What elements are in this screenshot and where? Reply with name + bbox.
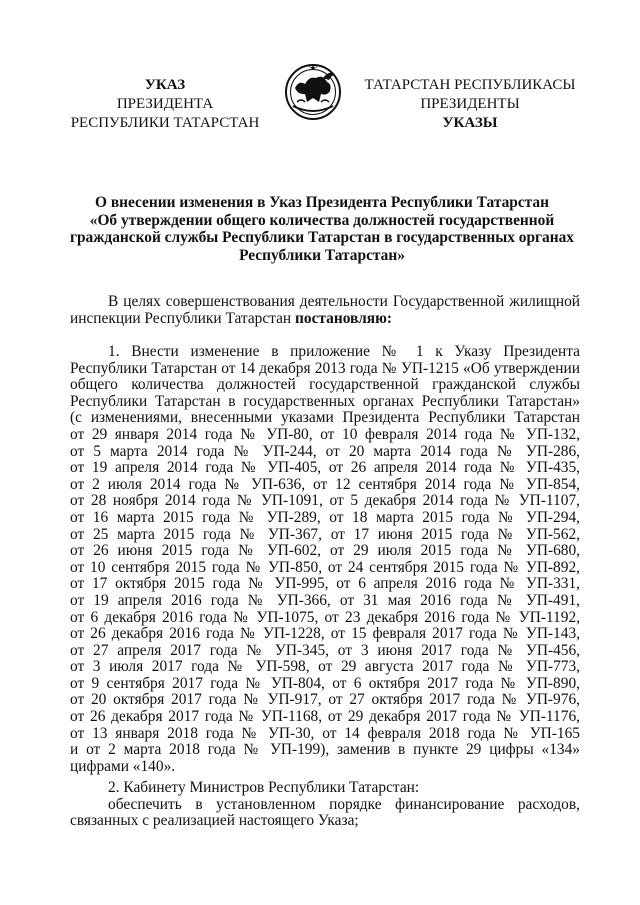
item-1-line-10: от 28 ноября 2014 года № УП-1091, от 5 декабря 2014 года № УП-1107, <box>70 492 580 510</box>
item-1-line-15: от 17 октября 2015 года № УП-995, от 6 апреля 2016 года № УП-331, <box>70 575 580 593</box>
preamble-line-2-text: инспекции Республики Татарстан <box>70 309 296 327</box>
preamble-decree-word: постановляю: <box>295 309 392 327</box>
preamble-line-2 <box>70 311 580 328</box>
item-1-line-13: от 26 июня 2015 года № УП-602, от 29 июля 2015 года № УП-680, <box>70 542 580 560</box>
header-right-line-3: УКАЗЫ <box>442 115 498 131</box>
item-1-line-25: и от 2 марта 2018 года № УП-199), заменив в пункте 29 цифры «134» <box>70 741 580 759</box>
item-1-line-24: от 13 января 2018 года № УП-30, от 14 февраля 2018 года № УП-165 <box>70 724 580 742</box>
item-1-paragraph <box>70 344 580 775</box>
item-1-line-14: от 10 сентября 2015 года № УП-850, от 24 сентября 2015 года № УП-892, <box>70 558 580 576</box>
item-1-line-22: от 20 октября 2017 года № УП-917, от 27 октября 2017 года № УП-976, <box>70 691 580 709</box>
item-1-line-16: от 19 апреля 2016 года № УП-366, от 31 мая 2016 года № УП-491, <box>70 591 580 609</box>
item-1-line-9: от 2 июля 2014 года № УП-636, от 12 сентября 2014 года № УП-854, <box>70 475 580 493</box>
item-1-line-21: от 9 сентября 2017 года № УП-804, от 6 октября 2017 года № УП-890, <box>70 674 580 692</box>
header-left-russian <box>60 76 270 133</box>
title-line-2: «Об утверждении общего количества должностей государственной <box>89 211 555 229</box>
item-1-line-3: общего количества должностей государственной гражданской службы <box>70 376 580 394</box>
preamble-paragraph <box>70 294 580 327</box>
item-1-line-11: от 16 марта 2015 года № УП-289, от 18 марта 2015 года № УП-294, <box>70 508 580 526</box>
title-line-3: гражданской службы Республики Татарстан в государственных органах <box>70 229 574 246</box>
item-1-line-23: от 26 декабря 2017 года № УП-1168, от 29 декабря 2017 года № УП-1176, <box>70 708 580 726</box>
item-2-line-1: обеспечить в установленном порядке финансирование расходов, <box>108 795 580 813</box>
item-2-heading: 2. Кабинету Министров Республики Татарстан: <box>108 779 420 796</box>
item-1-line-1: 1. Внести изменение в приложение № 1 к Указу Президента <box>108 343 580 360</box>
item-1-line-20: от 3 июля 2017 года № УП-598, от 29 августа 2017 года № УП-773, <box>70 658 580 676</box>
header-right-line-1: ТАТАРСТАН РЕСПУБЛИКАСЫ <box>364 77 576 93</box>
item-1-line-7: от 5 марта 2014 года № УП-244, от 20 марта 2014 года № УП-286, <box>70 442 580 460</box>
title-line-1: О внесении изменения в Указ Президента Республики Татарстан <box>95 194 549 211</box>
item-1-line-26: цифрами «140». <box>70 757 176 775</box>
header-right-tatar <box>355 76 585 133</box>
item-1-line-19: от 27 апреля 2017 года № УП-345, от 3 июня 2017 года № УП-456, <box>70 641 580 659</box>
item-1-line-4: Республики Татарстан в государственных органах Республики Татарстан» <box>70 392 580 410</box>
header-left-line-2: ПРЕЗИДЕНТА <box>116 96 214 112</box>
item-1-line-18: от 26 декабря 2016 года № УП-1228, от 15 февраля 2017 года № УП-143, <box>70 625 580 643</box>
preamble-line-1: В целях совершенствования деятельности Государственной жилищной <box>108 293 580 310</box>
item-1-line-8: от 19 апреля 2014 года № УП-405, от 26 апреля 2014 года № УП-435, <box>70 459 580 477</box>
header-right-line-2: ПРЕЗИДЕНТЫ <box>420 96 520 112</box>
item-1-line-5: (с изменениями, внесенными указами Президента Республики Татарстан <box>70 409 580 427</box>
header-left-line-1: УКАЗ <box>144 77 186 93</box>
item-1-line-17: от 6 декабря 2016 года № УП-1075, от 23 декабря 2016 года № УП-1192, <box>70 608 580 626</box>
item-2-paragraph <box>70 780 580 830</box>
item-1-line-2: Республики Татарстан от 14 декабря 2013 года № УП-1215 «Об утверждении <box>70 359 580 377</box>
document-title <box>62 194 582 264</box>
item-1-line-6: от 29 января 2014 года № УП-80, от 10 февраля 2014 года № УП-132, <box>70 425 580 443</box>
item-2-line-2: связанных с реализацией настоящего Указа; <box>70 812 359 830</box>
title-line-4: Республики Татарстан» <box>239 246 405 264</box>
tatarstan-emblem-icon <box>283 58 343 124</box>
header-left-line-3: РЕСПУБЛИКИ ТАТАРСТАН <box>70 115 260 131</box>
item-1-line-12: от 25 марта 2015 года № УП-367, от 17 июня 2015 года № УП-562, <box>70 525 580 543</box>
document-header <box>0 0 640 140</box>
